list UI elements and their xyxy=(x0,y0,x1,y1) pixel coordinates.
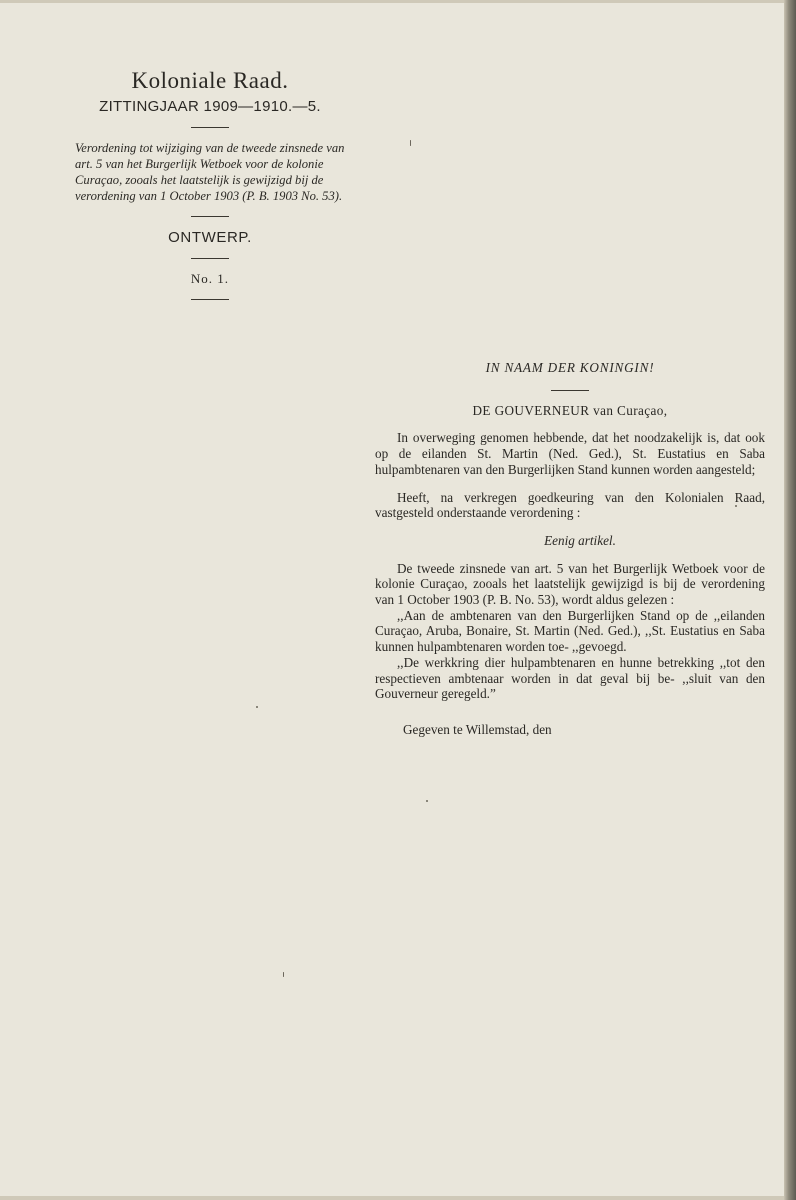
page-bottom-edge xyxy=(0,1196,784,1200)
ordinance-subject: Verordening tot wijziging van de tweede zinsnede van art. 5 van het Burgerlijk Wetboek voor de kolonie Curaçao, zooals het laatstelijk is gewijzigd bij de verordening van 1 October 1903 (P. B. 1903 No. 53). xyxy=(75,141,345,203)
divider xyxy=(551,390,589,391)
dated-line: Gegeven te Willemstad, den xyxy=(403,721,552,737)
article-heading: Eenig artikel. xyxy=(544,532,616,548)
governor-line: DE GOUVERNEUR van Curaçao, xyxy=(472,402,668,418)
considering-paragraph: In overweging genomen hebbende, dat het noodzakelijk is, dat ook op de eilanden St. Martin (Ned. Ged.), St. Eustatius en Saba hulpambtenaren van den Burgerlijken Stand kunnen worden aangesteld; xyxy=(375,430,765,477)
spacer xyxy=(375,702,765,722)
session-year: ZITTINGJAAR 1909—1910.—5. xyxy=(99,98,321,115)
paper-speck xyxy=(735,505,737,507)
header-column xyxy=(70,68,350,312)
article-text: De tweede zinsnede van art. 5 van het Burgerlijk Wetboek voor de kolonie Curaçao, zooals het laatstelijk gewijzigd is bij de verordening van 1 October 1903 (P. B. No. 53), wordt aldus gelezen : xyxy=(375,560,765,608)
paper-speck xyxy=(283,972,284,977)
divider xyxy=(191,127,229,128)
spacer xyxy=(375,418,765,430)
divider xyxy=(191,216,229,217)
divider xyxy=(191,258,229,259)
paper-speck xyxy=(410,140,411,146)
quoted-sentence-1: ,,Aan de ambtenaren van den Burgerlijken Stand op de ,,eilanden Curaçao, Aruba, Bonaire, St. Martin (Ned. Ged.), ,,St. Eustatius en Saba kunnen hulpambtenaren worden toe- ,,gevoegd. xyxy=(375,607,765,655)
ordinance-body xyxy=(375,360,765,738)
enacted-paragraph: Heeft, na verkregen goedkeuring van den Kolonialen Raad, vastgesteld onderstaande verordening : xyxy=(375,489,765,521)
draft-label: ONTWERP. xyxy=(168,229,252,246)
divider xyxy=(191,299,229,300)
invocation: IN NAAM DER KONINGIN! xyxy=(485,360,655,375)
spacer xyxy=(375,521,765,533)
council-title: Koloniale Raad. xyxy=(131,68,289,93)
paper-speck xyxy=(256,706,258,708)
binding-edge xyxy=(784,0,796,1200)
paper-speck xyxy=(426,800,428,802)
quoted-sentence-2: ,,De werkkring dier hulpambtenaren en hunne betrekking ,,tot den respectieven ambtenaar worden in dat geval bij be- ,,sluit van den Gouverneur geregeld.” xyxy=(375,654,765,702)
page-top-edge xyxy=(0,0,784,3)
spacer xyxy=(375,549,765,561)
document-number: No. 1. xyxy=(190,271,230,286)
spacer xyxy=(375,478,765,490)
